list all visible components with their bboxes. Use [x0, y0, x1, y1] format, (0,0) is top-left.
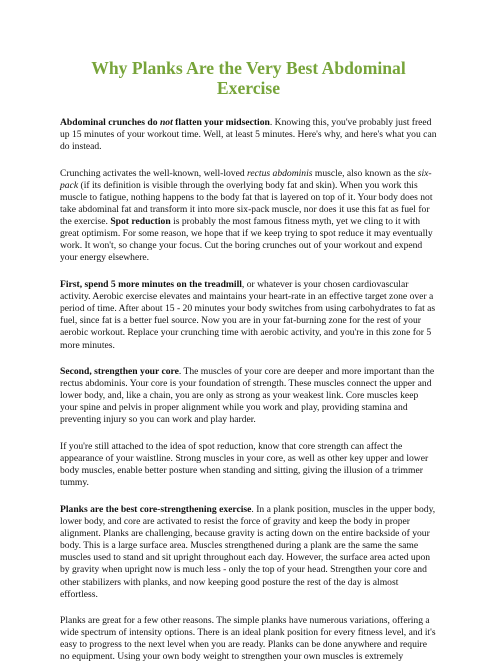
intro-lead-emphasis: not — [159, 117, 173, 128]
crunching-text-3: (if its definition is visible through the overlying body fat and skin). When you work this muscle to fatigue, nothing happens to the body fat that is layered on top of it. Your body does not take abdominal fat and transform it into more six-pack muscle, nor does it use this fat as fuel for the exercise. — [60, 179, 433, 228]
crunching-text-2: muscle, also known as the — [312, 167, 418, 179]
intro-lead-bold — [60, 117, 270, 128]
document-title: Why Planks Are the Very Best Abdominal Exercise — [91, 58, 406, 98]
paragraph-planks-best — [60, 504, 437, 601]
intro-lead-part-1: Abdominal crunches do — [60, 117, 160, 128]
core-heading: Second, strengthen your core — [60, 366, 179, 378]
paragraph-spot-reduction: If you're still attached to the idea of spot reduction, know that core strength can affect the appearance of your waistline. Strong muscles in your core, as well as other key upper and lower body muscles, enable better posture when standing and sitting, giving the illusion of a trimmer tummy. — [60, 441, 429, 489]
paragraph-planks-great: Planks are great for a few other reasons. The simple planks have numerous variations, offering a wide spectrum of intensity options. There is an ideal plank position for every fitness level, and it's easy to progress to the next level when you are ready. Planks can be done anywhere and require no equipment. Using your own body weight to strengthen your own muscles is extremely — [60, 615, 436, 663]
planks-heading: Planks are the best core-strengthening exercise — [60, 503, 252, 515]
core-rest: . The muscles of your core are deeper and more important than the rectus abdominis. Your core is your foundation of strength. These muscles connect the upper and lower body, and, like a chain, you are only as strong as your weakest link. Core muscles keep your spine and pelvis in proper alignment while you work and play, providing stamina and preventing injury so you can work and play harder. — [60, 366, 435, 426]
paragraph-intro — [60, 117, 437, 153]
treadmill-rest: , or whatever is your chosen cardiovascular activity. Aerobic exercise elevates and maintains your heart-rate in an effective target zone over a period of time. After about 15 - 20 minutes your body switches from using carbohydrates to fat as fuel, since fat is a better fuel source. Now you are in your fat-burning zone for the rest of your aerobic workout. Replace your crunching time with aerobic activity, and you're in this zone for 5 more minutes. — [60, 279, 436, 351]
paragraph-treadmill — [60, 279, 437, 352]
crunching-term-six-pack: six-pack — [60, 167, 432, 191]
paragraph-core — [60, 366, 437, 426]
planks-rest: . In a plank position, muscles in the upper body, lower body, and core are activated to resist the force of gravity and keep the body in proper alignment. Planks are challenging, because gravity is acting down on the entire backside of your body. This is a large surface area. Muscles strengthened during a plank are the same the same muscles used to stand and sit upright throughout each day. However, the surface area acted upon by gravity when upright now is much less - only the top of your head. Strengthen your core and other stabilizers with planks, and now keeping good posture the rest of the day is almost effortless. — [60, 503, 436, 600]
crunching-text-1: Crunching activates the well-known, well-loved — [60, 167, 248, 179]
crunching-text-4: is probably the most famous fitness myth, yet we cling to it with great optimism. For some reason, we hope that if we keep trying to spot reduce it may eventually work. It won't, so change your focus. Cut the boring crunches out of your workout and expend your energy elsewhere. — [60, 216, 433, 264]
crunching-spot-reduction: Spot reduction — [110, 216, 171, 228]
paragraph-crunching — [60, 168, 437, 265]
intro-lead-part-2: flatten your midsection — [172, 117, 270, 128]
crunching-term-rectus: rectus abdominis — [247, 167, 313, 179]
treadmill-heading: First, spend 5 more minutes on the treadmill — [60, 279, 242, 291]
intro-rest: . Knowing this, you've probably just freed up 15 minutes of your workout time. Well, at least 5 minutes. Here's why, and here's what you can do instead. — [60, 117, 437, 153]
